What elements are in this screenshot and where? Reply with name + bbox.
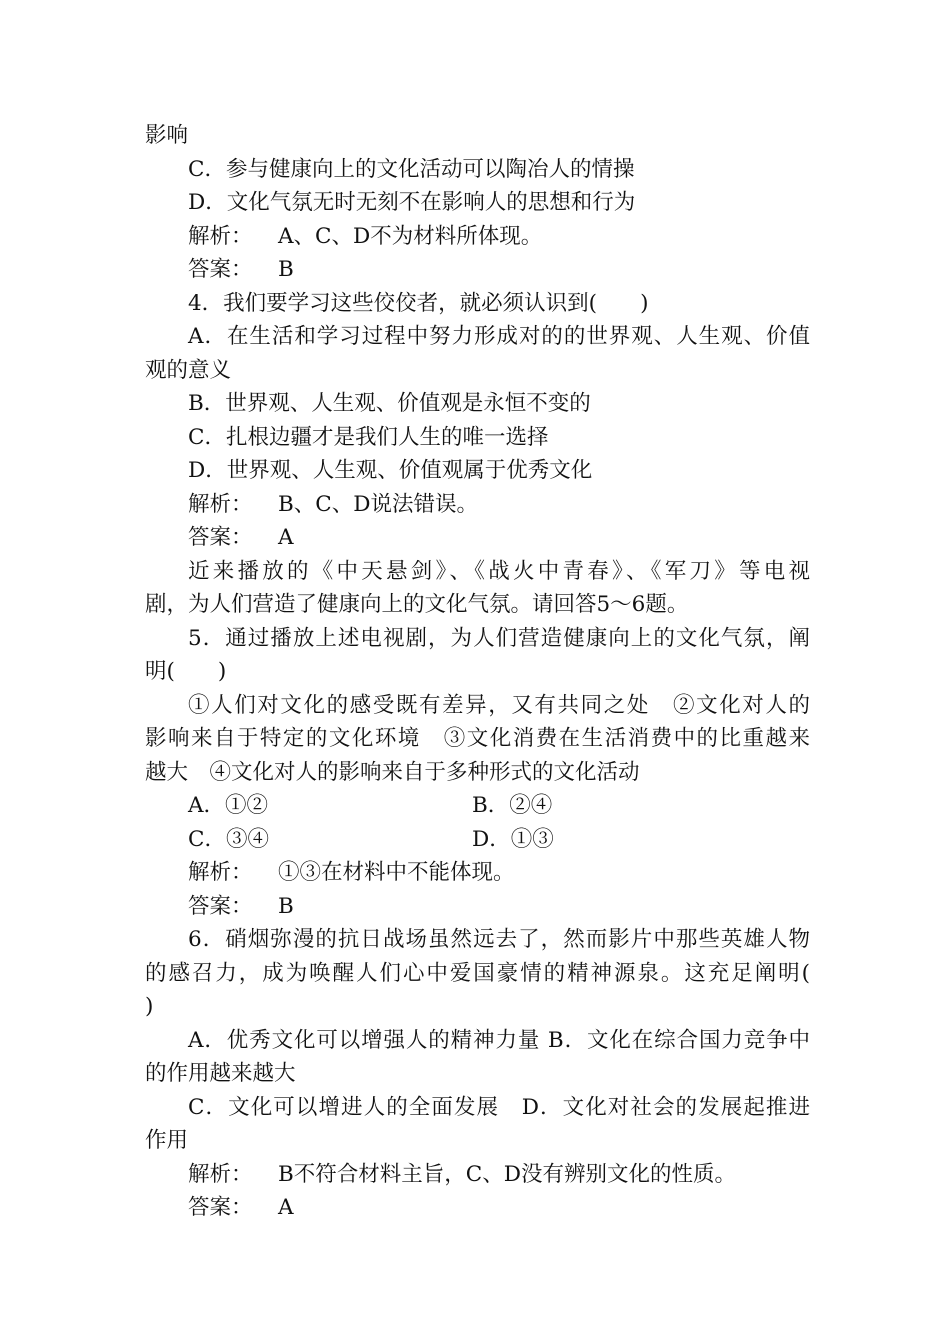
passage-line: 近来播放的《中天悬剑》、《战火中青春》、《军刀》等电视 <box>188 559 810 584</box>
option-d: D．世界观、人生观、价值观属于优秀文化 <box>188 458 593 483</box>
analysis-line: 解析： A、C、D不为材料所体现。 <box>188 224 543 249</box>
analysis-line: 解析： ①③在材料中不能体现。 <box>188 860 515 885</box>
text-line: 影响 <box>145 123 189 148</box>
answer-line: 答案： B <box>188 257 294 282</box>
analysis-line: 解析： B、C、D说法错误。 <box>188 492 478 517</box>
options-row <box>188 826 810 854</box>
text-line: 观的意义 <box>145 358 232 383</box>
options-line: A．优秀文化可以增强人的精神力量 B．文化在综合国力竞争中 <box>188 1028 810 1053</box>
text-line: 的作用越来越大 <box>145 1061 296 1086</box>
option-b: B．世界观、人生观、价值观是永恒不变的 <box>188 391 591 416</box>
option-c: C．③④ <box>188 827 269 852</box>
question-4: 4．我们要学习这些佼佼者，就必须认识到( ) <box>188 291 649 316</box>
option-a: A．①② <box>188 793 269 818</box>
answer-line: 答案： A <box>188 525 294 550</box>
options-row <box>188 792 810 820</box>
option-c: C．扎根边疆才是我们人生的唯一选择 <box>188 425 549 450</box>
answer-line: 答案： B <box>188 894 294 919</box>
option-b: B．②④ <box>472 793 553 818</box>
text-line: ) <box>145 994 154 1019</box>
text-line: 作用 <box>145 1128 189 1153</box>
option-d: D．①③ <box>472 827 554 852</box>
option-a: A．在生活和学习过程中努力形成对的的世界观、人生观、价值 <box>188 324 810 349</box>
statement-line: ①人们对文化的感受既有差异，又有共同之处 ②文化对人的 <box>188 693 810 718</box>
option-c: C．参与健康向上的文化活动可以陶冶人的情操 <box>188 157 635 182</box>
passage-line: 剧，为人们营造了健康向上的文化气氛。请回答5～6题。 <box>145 592 689 617</box>
question-6: 6．硝烟弥漫的抗日战场虽然远去了，然而影片中那些英雄人物 <box>188 927 810 952</box>
text-line: 的感召力，成为唤醒人们心中爱国豪情的精神源泉。这充足阐明( <box>145 961 810 986</box>
options-line: C．文化可以增进人的全面发展 D．文化对社会的发展起推进 <box>188 1095 810 1120</box>
option-d: D．文化气氛无时无刻不在影响人的思想和行为 <box>188 190 636 215</box>
statement-line: 越大 ④文化对人的影响来自于多种形式的文化活动 <box>145 760 640 785</box>
answer-line: 答案： A <box>188 1195 294 1220</box>
text-line: 明( ) <box>145 659 227 684</box>
statement-line: 影响来自于特定的文化环境 ③文化消费在生活消费中的比重越来 <box>145 726 810 751</box>
question-5: 5．通过播放上述电视剧，为人们营造健康向上的文化气氛，阐 <box>188 626 810 651</box>
analysis-line: 解析： B不符合材料主旨，C、D没有辨别文化的性质。 <box>188 1162 736 1187</box>
